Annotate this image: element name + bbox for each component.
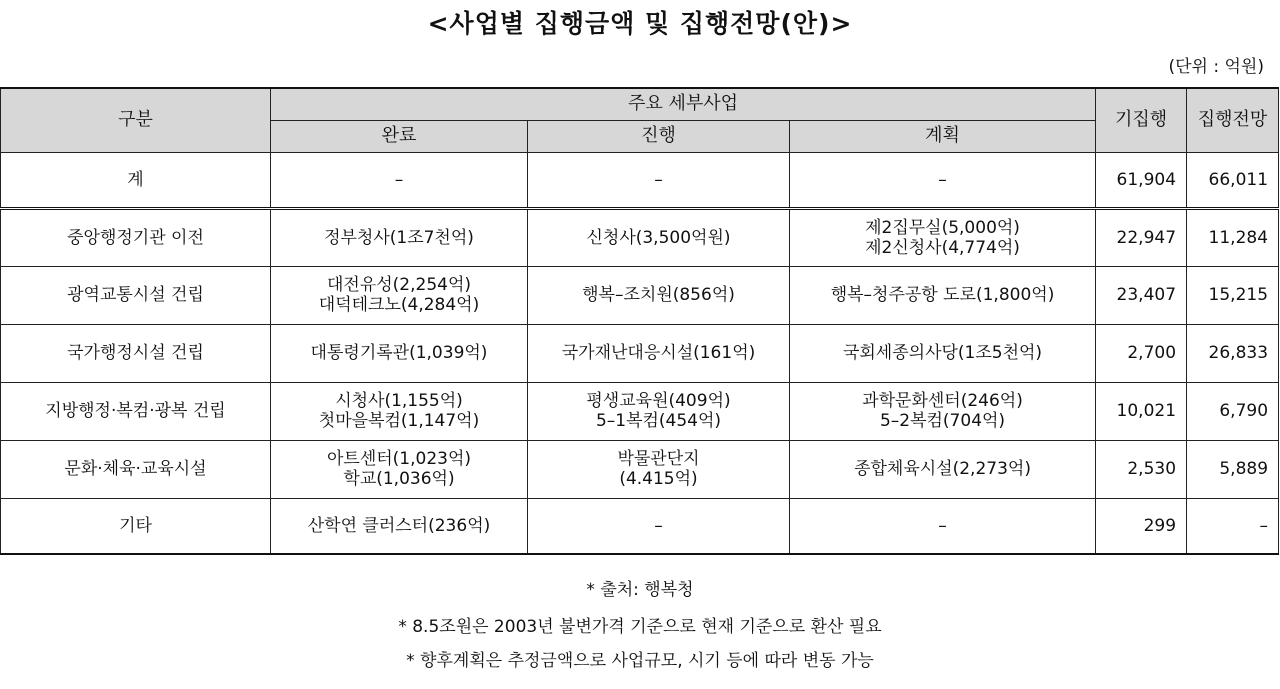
cell-line: 5–1복컴(454억) — [595, 411, 722, 431]
cell-in-progress — [528, 324, 790, 382]
cell-line: 행복–청주공항 도로(1,800억) — [830, 285, 1055, 305]
cell-line: – — [938, 169, 947, 190]
row-category: 문화·체육·교육시설 — [1, 440, 271, 498]
cell-completed — [271, 152, 528, 208]
cell-completed — [271, 266, 528, 324]
header-category: 구분 — [1, 88, 271, 152]
table-row — [1, 208, 1279, 266]
cell-executed: 2,700 — [1096, 324, 1187, 382]
cell-forecast: 5,889 — [1187, 440, 1279, 498]
footnote: * 8.5조원은 2003년 불변가격 기준으로 현재 기준으로 환산 필요 — [398, 617, 882, 637]
page-title: <사업별 집행금액 및 집행전망(안)> — [427, 9, 853, 38]
cell-forecast: 11,284 — [1187, 208, 1279, 266]
row-category: 지방행정·복컴·광복 건립 — [1, 382, 271, 440]
cell-line: 대통령기록관(1,039억) — [310, 343, 488, 363]
cell-line: 행복–조치원(856억) — [582, 285, 735, 305]
cell-forecast: 15,215 — [1187, 266, 1279, 324]
cell-line: 대전유성(2,254억) — [326, 275, 472, 295]
table-row — [1, 152, 1279, 208]
row-category: 광역교통시설 건립 — [1, 266, 271, 324]
cell-line: 박물관단지 — [617, 449, 700, 469]
table-row — [1, 266, 1279, 324]
cell-line: – — [654, 515, 663, 536]
cell-line: – — [654, 169, 663, 190]
cell-planned — [790, 440, 1096, 498]
row-category: 국가행정시설 건립 — [1, 324, 271, 382]
table-row — [1, 324, 1279, 382]
table-row — [1, 498, 1279, 554]
cell-completed — [271, 498, 528, 554]
header-in-progress: 진행 — [528, 120, 790, 152]
cell-in-progress — [528, 382, 790, 440]
cell-line: 제2신청사(4,774억) — [865, 237, 1020, 258]
cell-executed: 299 — [1096, 498, 1187, 554]
table-row — [1, 382, 1279, 440]
cell-line: 5–2복컴(704억) — [879, 411, 1006, 431]
cell-forecast: – — [1187, 498, 1279, 554]
cell-line: 평생교육원(409억) — [586, 391, 731, 411]
header-completed: 완료 — [271, 120, 528, 152]
row-category: 계 — [1, 152, 271, 208]
cell-planned — [790, 152, 1096, 208]
cell-in-progress — [528, 498, 790, 554]
cell-line: 정부청사(1조7천억) — [324, 227, 474, 248]
cell-planned — [790, 324, 1096, 382]
cell-executed: 10,021 — [1096, 382, 1187, 440]
header-forecast: 집행전망 — [1187, 88, 1279, 152]
cell-planned — [790, 266, 1096, 324]
cell-line: – — [938, 515, 947, 536]
cell-line: 과학문화센터(246억) — [862, 391, 1023, 411]
cell-line: (4.415억) — [619, 469, 698, 489]
table-body — [1, 152, 1279, 554]
header-executed: 기집행 — [1096, 88, 1187, 152]
cell-line: 아트센터(1,023억) — [326, 449, 472, 469]
cell-executed: 23,407 — [1096, 266, 1187, 324]
cell-completed — [271, 324, 528, 382]
cell-in-progress — [528, 440, 790, 498]
cell-in-progress — [528, 208, 790, 266]
cell-completed — [271, 208, 528, 266]
unit-label: (단위 : 억원) — [1168, 57, 1264, 77]
cell-forecast: 26,833 — [1187, 324, 1279, 382]
header-main-projects: 주요 세부사업 — [271, 88, 1096, 120]
cell-forecast: 6,790 — [1187, 382, 1279, 440]
footnote: * 향후계획은 추정금액으로 사업규모, 시기 등에 따라 변동 가능 — [406, 651, 874, 671]
cell-executed: 22,947 — [1096, 208, 1187, 266]
cell-planned — [790, 498, 1096, 554]
cell-forecast: 66,011 — [1187, 152, 1279, 208]
cell-line: 산학연 클러스터(236억) — [307, 515, 491, 536]
cell-line: 국가재난대응시설(161억) — [561, 343, 756, 363]
cell-planned — [790, 208, 1096, 266]
cell-line: 학교(1,036억) — [343, 469, 455, 489]
cell-line: 제2집무실(5,000억) — [865, 217, 1020, 238]
cell-completed — [271, 382, 528, 440]
header-planned: 계획 — [790, 120, 1096, 152]
cell-line: 대덕테크노(4,284억) — [318, 295, 480, 315]
cell-completed — [271, 440, 528, 498]
footnote: * 출처: 행복청 — [586, 580, 694, 600]
cell-line: 첫마을복컴(1,147억) — [318, 411, 480, 431]
cell-in-progress — [528, 152, 790, 208]
cell-planned — [790, 382, 1096, 440]
cell-line: 종합체육시설(2,273억) — [854, 459, 1031, 479]
row-category: 중앙행정기관 이전 — [1, 208, 271, 266]
cell-line: 국회세종의사당(1조5천억) — [842, 343, 1043, 363]
cell-line: – — [394, 169, 404, 190]
cell-in-progress — [528, 266, 790, 324]
budget-table — [0, 87, 1279, 555]
cell-line: 신청사(3,500억원) — [586, 227, 731, 248]
cell-executed: 2,530 — [1096, 440, 1187, 498]
cell-executed: 61,904 — [1096, 152, 1187, 208]
row-category: 기타 — [1, 498, 271, 554]
table-row — [1, 440, 1279, 498]
cell-line: 시청사(1,155억) — [335, 391, 463, 411]
